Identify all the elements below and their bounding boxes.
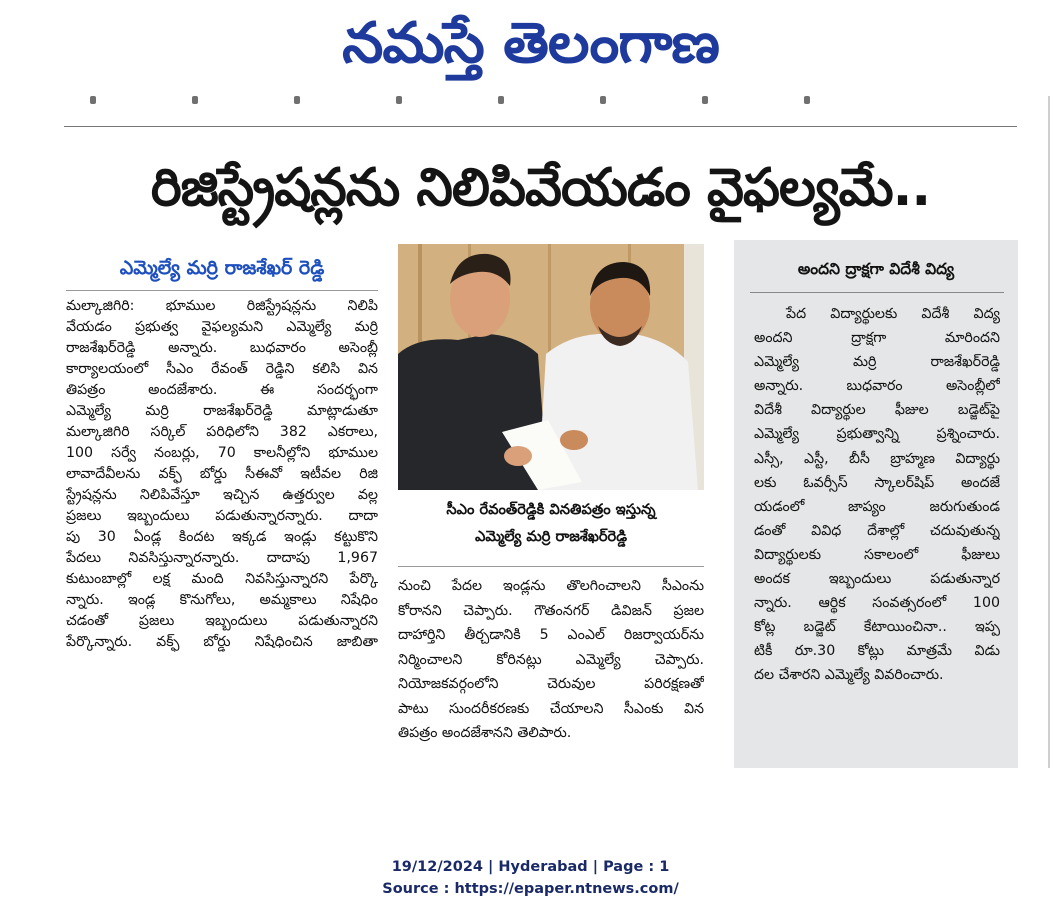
article-line: ప్రజలు ఇబ్బందులు పడుతున్నారన్నారు. దాదా	[66, 508, 378, 524]
article-line: నియోజకవర్గంలోని చెరువుల పరిరక్షణతో	[398, 676, 704, 692]
article-line: కార్యాలయంలో సీఎం రేవంత్ రెడ్డిని కలిసి విన	[66, 361, 378, 377]
sidebar-line: ఎమ్మెల్యే మర్రి రాజశేఖర్‌రెడ్డి	[754, 354, 1000, 371]
article-line: కోరానని చెప్పారు. గౌతంనగర్ డివిజన్ ప్రజల	[398, 602, 704, 619]
sidebar-body	[754, 302, 1000, 762]
footer-source-link[interactable]: Source : https://epaper.ntnews.com/	[382, 881, 679, 897]
article-line: మల్కాజిగిరి సర్కిల్ పరిధిలోని 382 ఎకరాలు,	[66, 424, 378, 440]
masthead-logo: నమస్తే తెలంగాణ	[342, 11, 719, 76]
article-photo	[398, 244, 704, 490]
sidebar-line: ఎమ్మెల్యే ప్రభుత్వాన్ని ప్రశ్నించారు.	[754, 426, 1000, 443]
sidebar-line: టికీ రూ.30 కోట్లు మాత్రమే విడు	[754, 643, 1000, 660]
article-line: పు 30 ఏండ్ల కిందట ఇక్కడ ఇండ్లు కట్టుకొని	[66, 529, 378, 545]
main-article-body	[66, 296, 378, 774]
sidebar-line: పేద విద్యార్థులకు విదేశీ విద్య	[786, 306, 1000, 322]
sidebar-line: ఎస్సీ, ఎస్టీ, బీసీ బ్రాహ్మణ విద్యార్థు	[754, 450, 1000, 467]
caption-divider	[398, 566, 704, 567]
sidebar-line: డంతో వివిధ దేశాల్లో చదువుతున్న	[754, 522, 1000, 539]
page-footer	[0, 856, 1061, 900]
masthead-ticker-marks	[90, 92, 810, 108]
byline: ఎమ్మెల్యే మర్రి రాజశేఖర్ రెడ్డి	[119, 257, 325, 279]
article-line: దాహార్తిని తీర్చడానికి 5 ఎంఎల్ రిజర్వాయర్‌ను	[398, 627, 704, 643]
page-edge-divider	[1048, 96, 1050, 768]
article-line: పేర్కొన్నారు. వక్ఫ్ బోర్డు నిషేధించిన జాబితా	[66, 634, 378, 650]
article-line: వేయడం ప్రభుత్వ వైఫల్యమని ఎమ్మెల్యే మర్రి	[66, 319, 378, 335]
sidebar-line: విదేశీ విద్యార్థుల ఫీజుల బడ్జెట్‌పై	[754, 402, 1000, 419]
sidebar-line: కోట్ల బడ్జెట్ కేటాయించినా.. ఇప్ప	[754, 619, 1000, 636]
sidebar-line: విద్యార్థులకు సకాలంలో ఫీజులు	[754, 546, 1000, 563]
article-line: లావాదేవీలను వక్ఫ్ బోర్డు సీఈవో ఇటీవల రిజి	[66, 466, 378, 482]
article-line: చడంతో ప్రజలు ఇబ్బందులు పడుతున్నారని	[66, 613, 378, 629]
photo-caption	[398, 496, 704, 560]
sidebar-box	[734, 240, 1018, 768]
article-line: నిర్మించాలని కోరినట్లు ఎమ్మెల్యే చెప్పారు.	[398, 651, 704, 668]
article-line: మల్కాజిగిరి: భూముల రిజిస్ట్రేషన్లను నిలిపి	[66, 298, 378, 314]
sidebar-title: అందని ద్రాక్షగా విదేశీ విద్య	[797, 260, 955, 278]
article-line: కుటుంబాల్లో లక్ష మంది నివసిస్తున్నారని పేర్కొ	[66, 571, 378, 587]
sidebar-divider	[750, 292, 1004, 293]
article-line: స్ట్రేషన్లను నిలిపివేస్తూ ఇచ్చిన ఉత్తర్వుల వల్ల	[66, 487, 378, 503]
sidebar-line: అందని ద్రాక్షగా మారిందని	[754, 330, 1000, 347]
sidebar-line: న్నారు. ఆర్థిక సంవత్సరంలో 100	[754, 595, 1000, 612]
article-line: తిపత్రం అందజేశానని తెలిపారు.	[398, 725, 572, 741]
sidebar-line: అన్నారు. బుధవారం అసెంబ్లీలో	[754, 378, 1000, 395]
headline: రిజిస్ట్రేషన్లను నిలిపివేయడం వైఫల్యమే..	[150, 158, 931, 218]
byline-divider	[66, 290, 378, 291]
article-line: పేదలు నివసిస్తున్నారన్నారు. దాదాపు 1,967	[66, 550, 378, 566]
sidebar-line: అందక ఇబ్బందులు పడుతున్నార	[754, 571, 1000, 588]
sidebar-line: దల చేశారని ఎమ్మెల్యే వివరించారు.	[754, 667, 944, 684]
article-line: న్నారు. ఇండ్ల కొనుగోలు, అమ్మకాలు నిషేధిం	[66, 592, 378, 608]
article-line: నుంచి పేదల ఇండ్లను తొలగించాలని సీఎంను	[398, 578, 704, 594]
article-continuation	[398, 574, 704, 774]
sidebar-line: లకు ఓవర్సీస్ స్కాలర్‌షిప్ అందజే	[754, 474, 1000, 491]
photo-illustration	[398, 244, 704, 490]
masthead-divider	[64, 126, 1017, 127]
article-line: 100 సర్వే నంబర్లు, 70 కాలనీల్లోని భూముల	[66, 445, 378, 461]
article-line: పాటు సుందరీకరణకు చేయాలని సీఎంకు విన	[398, 700, 704, 717]
caption-line: ఎమ్మెల్యే మర్రి రాజశేఖర్‌రెడ్డి	[474, 528, 628, 545]
article-line: రాజశేఖర్‌రెడ్డి అన్నారు. బుధవారం అసెంబ్లీ	[66, 340, 378, 356]
caption-line: సీఎం రేవంత్‌రెడ్డికి వినతిపత్రం ఇస్తున్న	[446, 501, 656, 518]
footer-date-location: 19/12/2024 | Hyderabad | Page : 1	[391, 859, 670, 875]
sidebar-line: యడంలో జాప్యం జరుగుతుండ	[754, 498, 1000, 515]
article-line: తిపత్రం అందజేశారు. ఈ సందర్భంగా	[66, 382, 378, 398]
article-line: ఎమ్మెల్యే మర్రి రాజశేఖర్‌రెడ్డి మాట్లాడుతూ	[66, 403, 378, 419]
